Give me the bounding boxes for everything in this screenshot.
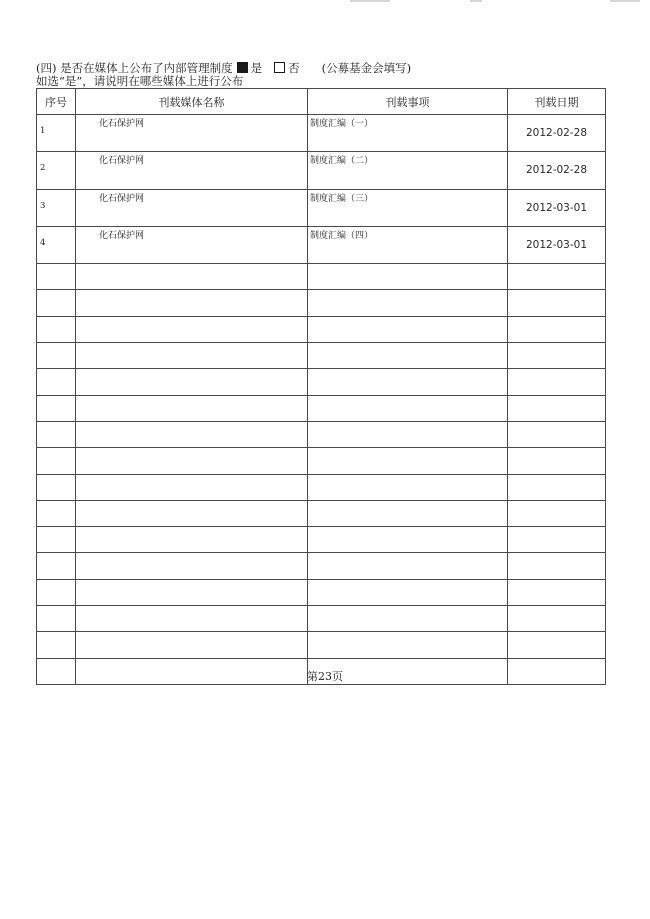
header-publication-date: 刊载日期: [508, 89, 606, 115]
table-header-row: [37, 89, 606, 115]
row-publication-item: 制度汇编（四）: [308, 226, 508, 263]
empty-cell: [308, 632, 508, 658]
empty-cell: [76, 316, 308, 342]
header-media-name: 刊载媒体名称: [76, 89, 308, 115]
empty-cell: [37, 553, 76, 579]
table-row: [37, 226, 606, 263]
empty-cell: [308, 264, 508, 290]
empty-cell: [508, 290, 606, 316]
empty-cell: [37, 421, 76, 447]
empty-cell: [37, 264, 76, 290]
empty-cell: [508, 527, 606, 553]
row-index: 1: [37, 115, 76, 152]
section-instruction: 如选“是”，请说明在哪些媒体上进行公布: [36, 74, 244, 88]
empty-cell: [37, 369, 76, 395]
empty-cell: [308, 448, 508, 474]
row-index: 3: [37, 189, 76, 226]
row-media-name: 化石保护网: [76, 152, 308, 189]
row-media-name: 化石保护网: [76, 115, 308, 152]
row-publication-date: 2012-02-28: [508, 152, 606, 189]
empty-cell: [76, 448, 308, 474]
empty-row: [37, 500, 606, 526]
empty-cell: [508, 474, 606, 500]
empty-cell: [508, 606, 606, 632]
no-label: 否: [288, 61, 300, 75]
section-note: (公募基金会填写): [321, 61, 412, 75]
empty-row: [37, 553, 606, 579]
empty-cell: [508, 421, 606, 447]
empty-cell: [76, 579, 308, 605]
empty-cell: [508, 343, 606, 369]
empty-row: [37, 632, 606, 658]
empty-row: [37, 421, 606, 447]
empty-cell: [37, 290, 76, 316]
empty-row: [37, 369, 606, 395]
empty-cell: [508, 500, 606, 526]
row-index: 2: [37, 152, 76, 189]
empty-cell: [76, 553, 308, 579]
empty-cell: [37, 579, 76, 605]
empty-cell: [37, 316, 76, 342]
empty-row: [37, 579, 606, 605]
empty-cell: [508, 553, 606, 579]
page-number: 第23页: [307, 670, 343, 683]
row-publication-item: 制度汇编（一）: [308, 115, 508, 152]
empty-cell: [308, 500, 508, 526]
empty-cell: [308, 474, 508, 500]
empty-cell: [508, 448, 606, 474]
empty-cell: [76, 632, 308, 658]
media-publication-table: [36, 88, 606, 685]
empty-cell: [308, 343, 508, 369]
empty-cell: [308, 316, 508, 342]
empty-cell: [37, 474, 76, 500]
empty-cell: [76, 606, 308, 632]
empty-row: [37, 606, 606, 632]
row-publication-date: 2012-03-01: [508, 189, 606, 226]
empty-cell: [76, 343, 308, 369]
empty-row: [37, 474, 606, 500]
empty-cell: [37, 448, 76, 474]
empty-cell: [308, 527, 508, 553]
empty-cell: [76, 264, 308, 290]
empty-cell: [76, 395, 308, 421]
row-publication-date: 2012-03-01: [508, 226, 606, 263]
no-checkbox[interactable]: [274, 62, 285, 73]
yes-label: 是: [250, 61, 263, 75]
empty-cell: [508, 632, 606, 658]
row-media-name: 化石保护网: [76, 189, 308, 226]
header-index: 序号: [37, 89, 76, 115]
empty-cell: [76, 421, 308, 447]
empty-cell: [76, 527, 308, 553]
empty-cell: [37, 632, 76, 658]
row-index: 4: [37, 226, 76, 263]
empty-row: [37, 395, 606, 421]
empty-cell: [76, 474, 308, 500]
empty-cell: [508, 579, 606, 605]
row-media-name: 化石保护网: [76, 226, 308, 263]
empty-cell: [76, 369, 308, 395]
row-publication-date: 2012-02-28: [508, 115, 606, 152]
empty-cell: [76, 500, 308, 526]
empty-cell: [308, 606, 508, 632]
empty-row: [37, 343, 606, 369]
empty-cell: [37, 343, 76, 369]
empty-cell: [37, 395, 76, 421]
empty-cell: [508, 316, 606, 342]
yes-checkbox-checked[interactable]: [237, 62, 248, 73]
empty-cell: [308, 553, 508, 579]
scan-top-edge: [0, 0, 650, 6]
empty-row: [37, 290, 606, 316]
empty-row: [37, 448, 606, 474]
row-publication-item: 制度汇编（三）: [308, 189, 508, 226]
empty-cell: [308, 369, 508, 395]
empty-cell: [508, 395, 606, 421]
empty-cell: [76, 290, 308, 316]
table-row: [37, 115, 606, 152]
empty-cell: [37, 500, 76, 526]
empty-cell: [308, 421, 508, 447]
empty-cell: [508, 369, 606, 395]
empty-row: [37, 527, 606, 553]
table-row: [37, 152, 606, 189]
empty-cell: [37, 606, 76, 632]
empty-cell: [308, 579, 508, 605]
empty-cell: [308, 395, 508, 421]
table-row: [37, 189, 606, 226]
section-title: (四) 是否在媒体上公布了内部管理制度: [36, 61, 233, 75]
empty-cell: [508, 264, 606, 290]
header-publication-item: 刊载事项: [308, 89, 508, 115]
empty-row: [37, 264, 606, 290]
row-publication-item: 制度汇编（二）: [308, 152, 508, 189]
empty-row: [37, 316, 606, 342]
empty-cell: [308, 290, 508, 316]
empty-cell: [37, 527, 76, 553]
